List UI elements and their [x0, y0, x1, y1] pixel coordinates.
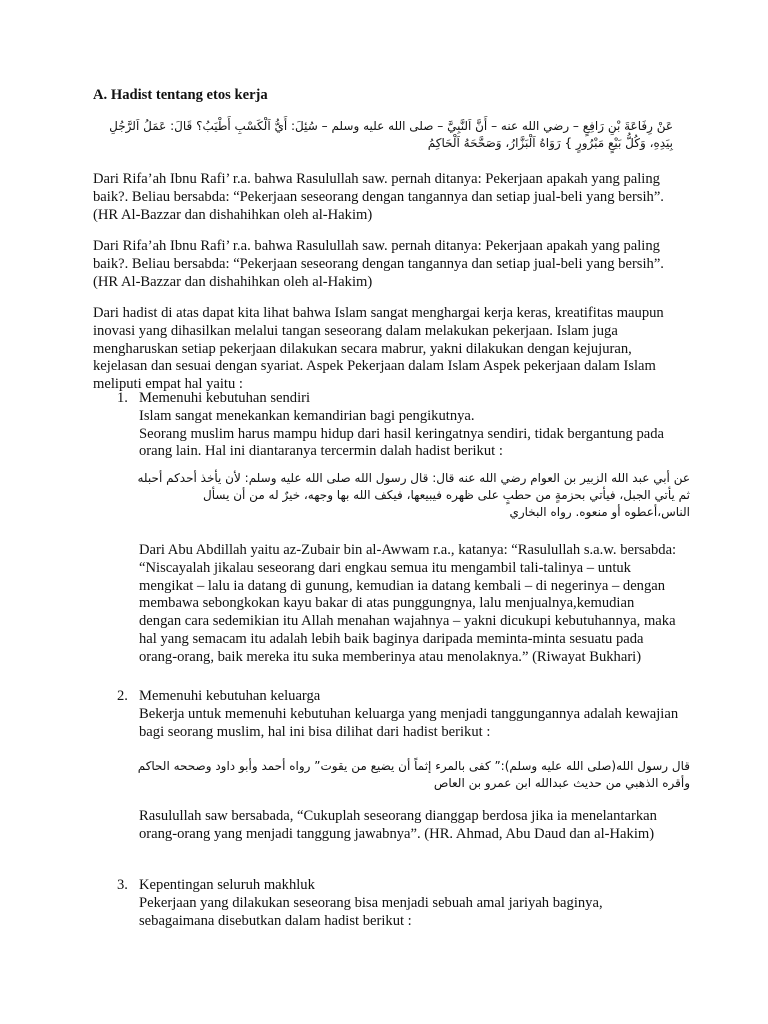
paragraph-2: Dari Rifa’ah Ibnu Rafi’ r.a. bahwa Rasulullah saw. pernah ditanya: Pekerjaan apakah yang paling baik?. Beliau bersabda: “Pekerjaan seseorang dengan tangannya dan setiap jual-beli yang bersih”. (HR Al-Bazzar dan dishahihkan oleh al-Hakim) [93, 238, 664, 290]
list-heading: Memenuhi kebutuhan keluarga [139, 688, 321, 704]
list-text: Seorang muslim harus mampu hidup dari hasil keringatnya sendiri, tidak bergantung pada orang lain. Hal ini diantaranya tercermin dalah hadist berikut : [139, 425, 664, 460]
paragraph-3: Dari hadist di atas dapat kita lihat bahwa Islam sangat menghargai kerja keras, kreatifitas maupun inovasi yang dihasilkan melalui tangan seseorang dalam melakukan pekerjaan. Islam juga mengharuskan setiap pekerjaan dilakukan secara mabrur, yakni dilakukan dengan kejujuran, kejelasan dan sesuai dengan syariat. Aspek Pekerjaan dalam Islam Aspek pekerjaan dalam Islam meliputi empat hal yaitu : [93, 305, 664, 393]
section-title: A. Hadist tentang etos kerja [93, 87, 268, 103]
paragraph-1: Dari Rifa’ah Ibnu Rafi’ r.a. bahwa Rasulullah saw. pernah ditanya: Pekerjaan apakah yang paling baik?. Beliau bersabda: “Pekerjaan seseorang dengan tangannya dan setiap jual-beli yang bersih”. (HR Al-Bazzar dan dishahihkan oleh al-Hakim) [93, 171, 664, 223]
list-number: 2. [117, 688, 128, 704]
translation-2: Rasulullah saw bersabada, “Cukuplah seseorang dianggap berdosa jika ia menelantarkan orang-orang yang menjadi tanggung jawabnya”. (HR. Ahmad, Abu Daud dan al-Hakim) [139, 808, 657, 842]
arabic-hadith-3: قال رسول الله(صلى الله عليه وسلم):” كفى بالمرء إثماً أن يضيع من يقوت” رواه أحمد وأبو داود وصححه الحاكم وأقره الذهبي من حديث عبدالله ابن عمرو بن العاص [137, 759, 690, 790]
arabic-hadith-2: عن أبي عبد الله الزبير بن العوام رضي الله عنه قال: قال رسول الله صلى الله عليه وسلم: لأن يأخذ أحدكم أحبله ثم يأتي الجبل، فيأتي بحزمةٍ من حطبٍ على ظهره فيبيعها، فيكف الله بها وجهه، خيرٌ له من أن يسأل الناس،أعطوه أو منعوه. رواه البخاري [137, 471, 690, 519]
list-text: Bekerja untuk memenuhi kebutuhan keluarga yang menjadi tanggungannya adalah kewajian bagi seorang muslim, hal ini bisa dilihat dari hadist berikut : [139, 705, 679, 740]
list-text: Islam sangat menekankan kemandirian bagi pengikutnya. [139, 407, 475, 424]
list-text: Pekerjaan yang dilakukan seseorang bisa menjadi sebuah amal jariyah baginya, sebagaimana disebutkan dalam hadist berikut : [139, 894, 603, 929]
arabic-hadith-1: عَنْ رِفَاعَةَ بْنِ رَافِعٍ – رضي الله عنه – أَنَّ اَلنَّبِيَّ – صلى الله عليه وسلم – سُئِلَ: أَيُّ اَلْكَسْبِ أَطْيَبُ؟ قَالَ: عَمَلُ اَلرَّجُلِ بِيَدِهِ، وَكُلُّ بَيْعٍ مَبْرُورٍ } رَوَاهُ اَلْبَزَّارُ، وَصَحَّحَهُ اَلْحَاكِمُ [109, 119, 673, 150]
list-heading: Kepentingan seluruh makhluk [139, 877, 315, 893]
list-heading: Memenuhi kebutuhan sendiri [139, 390, 311, 406]
list-number: 3. [117, 877, 128, 893]
list-number: 1. [117, 390, 128, 406]
translation-1: Dari Abu Abdillah yaitu az-Zubair bin al-Awwam r.a., katanya: “Rasulullah s.a.w. bersabda: “Niscayalah jikalau seseorang dari engkau semua itu mengambil tali-talinya – untuk mengikat – lalu ia datang di gunung, kemudian ia datang kembali – di negerinya – dengan membawa sebongkokan kayu bakar di atas punggungnya, lalu menjualnya,kemudian dengan cara sedemikian itu Allah menahan wajahnya – yakni dicukupi kebutuhannya, maka hal yang semacam itu adalah lebih baik baginya daripada meminta-minta sesuatu pada orang-orang, baik mereka itu suka memberinya atau menolaknya.” (Riwayat Bukhari) [139, 542, 677, 665]
